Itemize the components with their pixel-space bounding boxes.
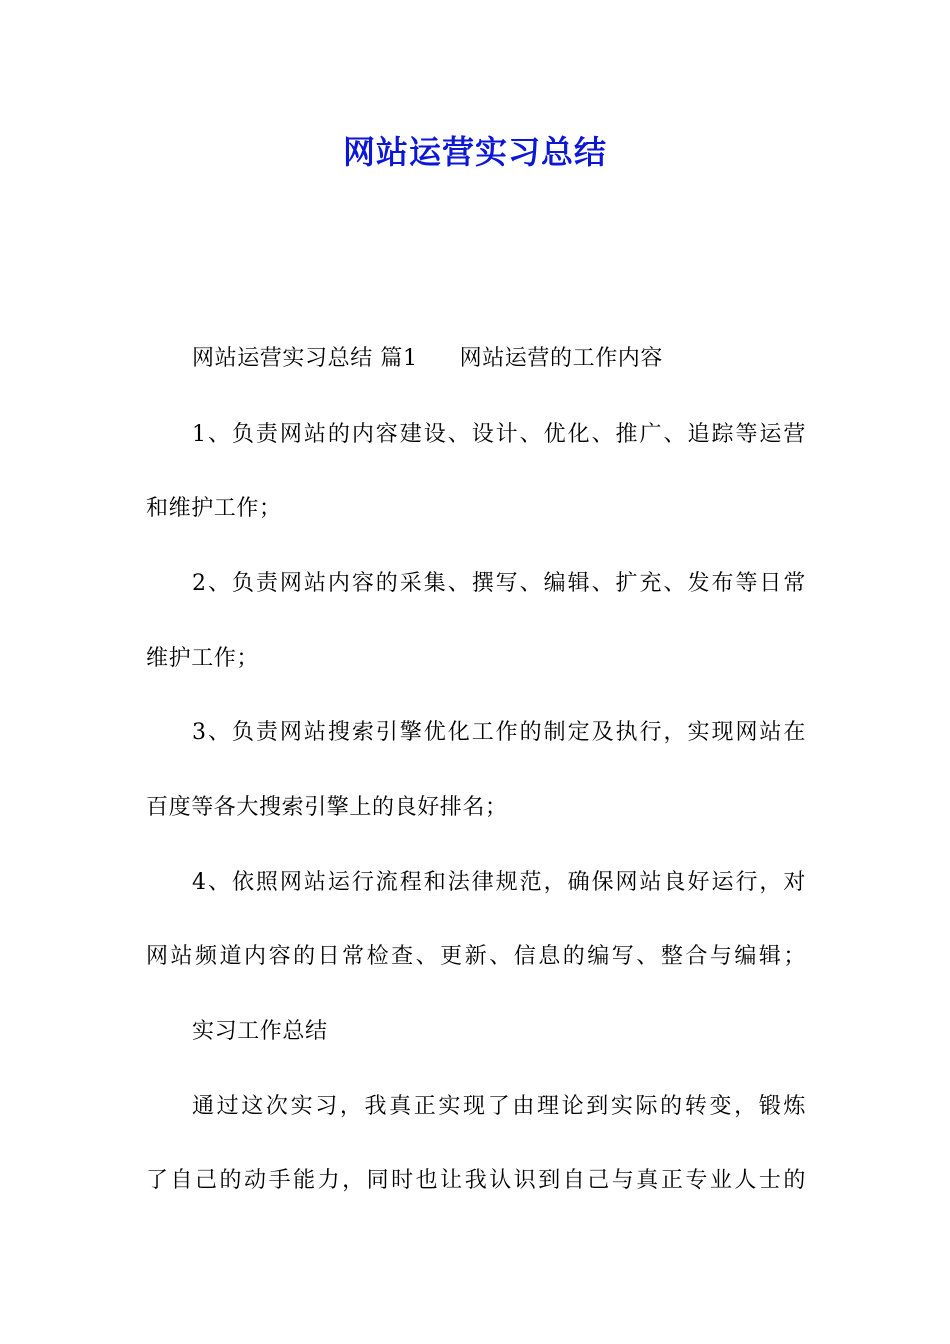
list-item-2-line1: 2、负责网站内容的采集、撰写、编辑、扩充、发布等日常	[192, 571, 806, 596]
paragraph-line1: 通过这次实习，我真正实现了由理论到实际的转变，锻炼	[192, 1094, 806, 1119]
document-title: 网站运营实习总结	[342, 133, 607, 171]
section-heading-part2: 网站运营的工作内容	[459, 346, 663, 371]
list-item-4-line2: 网站频道内容的日常检查、更新、信息的编写、整合与编辑；	[146, 944, 806, 969]
list-item-4-line1: 4、依照网站运行流程和法律规范，确保网站良好运行，对	[192, 870, 806, 895]
list-item-1-line1: 1、负责网站的内容建设、设计、优化、推广、追踪等运营	[192, 422, 806, 447]
subsection-heading: 实习工作总结	[192, 1019, 328, 1044]
section-heading-part1: 网站运营实习总结 篇1	[192, 346, 418, 371]
list-item-3-line2: 百度等各大搜索引擎上的良好排名；	[146, 795, 508, 820]
section-heading-line	[192, 344, 806, 374]
list-item-3-line1: 3、负责网站搜索引擎优化工作的制定及执行，实现网站在	[192, 720, 806, 745]
list-item-2-line2: 维护工作；	[146, 646, 260, 671]
list-item-1-line2: 和维护工作；	[146, 496, 282, 521]
paragraph-line2: 了自己的动手能力，同时也让我认识到自己与真正专业人士的	[146, 1168, 806, 1193]
